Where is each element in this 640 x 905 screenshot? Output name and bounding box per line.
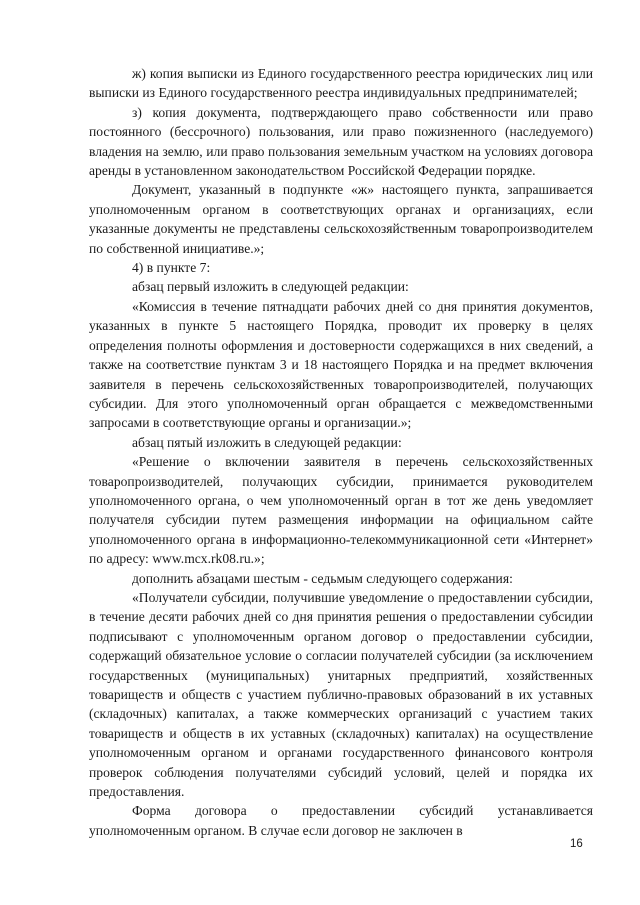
document-body bbox=[89, 64, 593, 840]
paragraph-item-zh: ж) копия выписки из Единого государственного реестра юридических лиц или выписки из Единого государственного реестра индивидуальных предпринимателей; bbox=[89, 66, 593, 101]
paragraph-document-request: Документ, указанный в подпункте «ж» настоящего пункта, запрашивается уполномоченным органом в соответствующих органах и организациях, если указанные документы не представлены сельскохозяйственным товаропроизводителем по собственной инициативе.»; bbox=[89, 182, 593, 256]
paragraph-commission: «Комиссия в течение пятнадцати рабочих дней со дня принятия документов, указанных в пункте 5 настоящего Порядка, проводит их проверку в целях определения полноты оформления и достоверности содержащихся в них сведений, а также на соответствие пунктам 3 и 18 настоящего Порядка и на предмет включения заявителя в перечень сельскохозяйственных товаропроизводителей, получающих субсидии. Для этого уполномоченный орган обращается с межведомственными запросами в соответствующие органы и организации.»; bbox=[89, 298, 593, 431]
page-number: 16 bbox=[570, 838, 583, 850]
paragraph-item-z: з) копия документа, подтверждающего право собственности или право постоянного (бессрочного) пользования, или право пожизненного (наследуемого) владения на землю, или право пользования земельным участком на условиях договора аренды в установленном законодательством Российской Федерации порядке. bbox=[89, 104, 593, 179]
paragraph-contract-form: Форма договора о предоставлении субсидий устанавливается уполномоченным органом. В случае если договор не заключен в bbox=[89, 803, 593, 838]
paragraph-decision: «Решение о включении заявителя в перечень сельскохозяйственных товаропроизводителей, получающих субсидии, принимается руководителем уполномоченного органа, о чем уполномоченный орган в тот же день уведомляет получателя субсидии путем размещения информации на официальном сайте уполномоченного органа в информационно-телекоммуникационной сети «Интернет» по адресу: www.mcx.rk08.ru.»; bbox=[89, 454, 593, 567]
paragraph-fifth-abzac-instruction: абзац пятый изложить в следующей редакции: bbox=[132, 434, 402, 450]
paragraph-first-abzac-instruction: абзац первый изложить в следующей редакции: bbox=[132, 279, 409, 295]
paragraph-recipients: «Получатели субсидии, получившие уведомление о предоставлении субсидии, в течение десяти рабочих дней со дня принятия решения о предоставлении субсидии подписывают с уполномоченным органом договор о предоставлении субсидии, содержащий обязательное условие о согласии получателей субсидии (за исключением государственных (муниципальных) унитарных предприятий, хозяйственных товариществ и обществ с участием публично-правовых образований в их уставных (складочных) капиталах, а также коммерческих организаций с участием таких товариществ и обществ в их уставных (складочных) капиталах) на осуществление уполномоченным органом и органами государственного финансового контроля проверок соблюдения получателями субсидий условий, целей и порядка их предоставления. bbox=[89, 589, 593, 800]
paragraph-point-4: 4) в пункте 7: bbox=[132, 260, 211, 276]
paragraph-add-abzacs-instruction: дополнить абзацами шестым - седьмым следующего содержания: bbox=[132, 570, 513, 586]
